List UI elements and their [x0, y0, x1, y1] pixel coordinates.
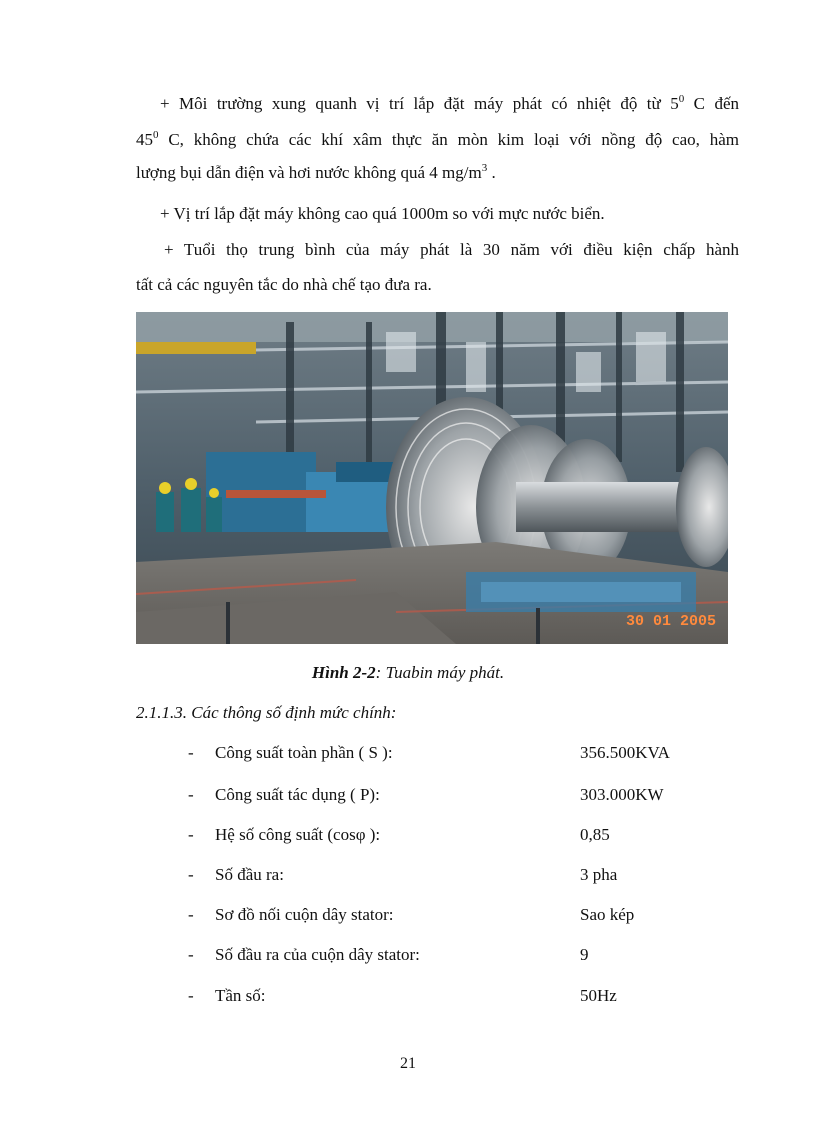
spec-row: [188, 785, 748, 809]
spec-value: 9: [580, 945, 589, 964]
spec-value: 356.500KVA: [580, 743, 670, 762]
text-span: + Tuổi thọ trung bình của máy phát là 30 năm với điều kiện chấp hành: [164, 240, 739, 259]
spec-value: 3 pha: [580, 865, 618, 884]
text-span: lượng bụi dẫn điện và hơi nước không quá 4 mg/m: [136, 163, 482, 182]
spec-row: [188, 865, 748, 889]
text-span: C đến: [684, 94, 739, 113]
caption-label: Hình 2-2: [311, 663, 376, 682]
spec-label: Tần số:: [215, 986, 266, 1005]
spec-label: Công suất tác dụng ( P):: [215, 785, 380, 804]
spec-row: [188, 905, 748, 929]
superscript: 3: [481, 162, 488, 174]
superscript: 0: [153, 129, 159, 141]
figure-caption: [0, 663, 816, 683]
list-dash: -: [188, 825, 194, 844]
list-dash: -: [188, 865, 194, 884]
photo-date-stamp: 30 01 2005: [625, 613, 716, 630]
turbine-photo: [136, 312, 728, 644]
spec-row: [188, 825, 748, 849]
spec-label: Số đầu ra:: [215, 865, 284, 884]
paragraph-lifetime-line-2: tất cả các nguyên tắc do nhà chế tạo đưa ra.: [136, 275, 432, 294]
text-span: 45: [136, 130, 153, 149]
spec-value: 0,85: [580, 825, 610, 844]
spec-label: Sơ đồ nối cuộn dây stator:: [215, 905, 394, 924]
page-number: 21: [400, 1055, 416, 1072]
superscript: 0: [678, 93, 685, 105]
paragraph-environment-line-2: [136, 124, 739, 156]
list-dash: -: [188, 945, 194, 964]
spec-value: 50Hz: [580, 986, 617, 1005]
spec-value: 303.000KW: [580, 785, 664, 804]
paragraph-environment-line-3: [136, 157, 739, 189]
spec-label: Số đầu ra của cuộn dây stator:: [215, 945, 420, 964]
paragraph-altitude: + Vị trí lắp đặt máy không cao quá 1000m so với mực nước biển.: [160, 204, 605, 223]
text-span: .: [487, 163, 496, 182]
text-span: + Môi trường xung quanh vị trí lắp đặt máy phát có nhiệt độ từ 5: [160, 94, 679, 113]
paragraph-lifetime-line-1: [136, 234, 739, 266]
spec-label: Hệ số công suất (cosφ ):: [215, 825, 381, 844]
paragraph-environment-line-1: [136, 88, 739, 120]
list-dash: -: [188, 743, 194, 762]
spec-row: [188, 986, 748, 1010]
section-heading: 2.1.1.3. Các thông số định mức chính:: [136, 703, 397, 722]
list-dash: -: [188, 986, 194, 1005]
list-dash: -: [188, 785, 194, 804]
spec-row: [188, 945, 748, 969]
list-dash: -: [188, 905, 194, 924]
text-span: C, không chứa các khí xâm thực ăn mòn kim loại với nồng độ cao, hàm: [158, 130, 739, 149]
caption-text: : Tuabin máy phát.: [375, 663, 505, 682]
spec-label: Công suất toàn phần ( S ):: [215, 743, 393, 762]
spec-value: Sao kép: [580, 905, 635, 924]
spec-row: [188, 743, 748, 767]
